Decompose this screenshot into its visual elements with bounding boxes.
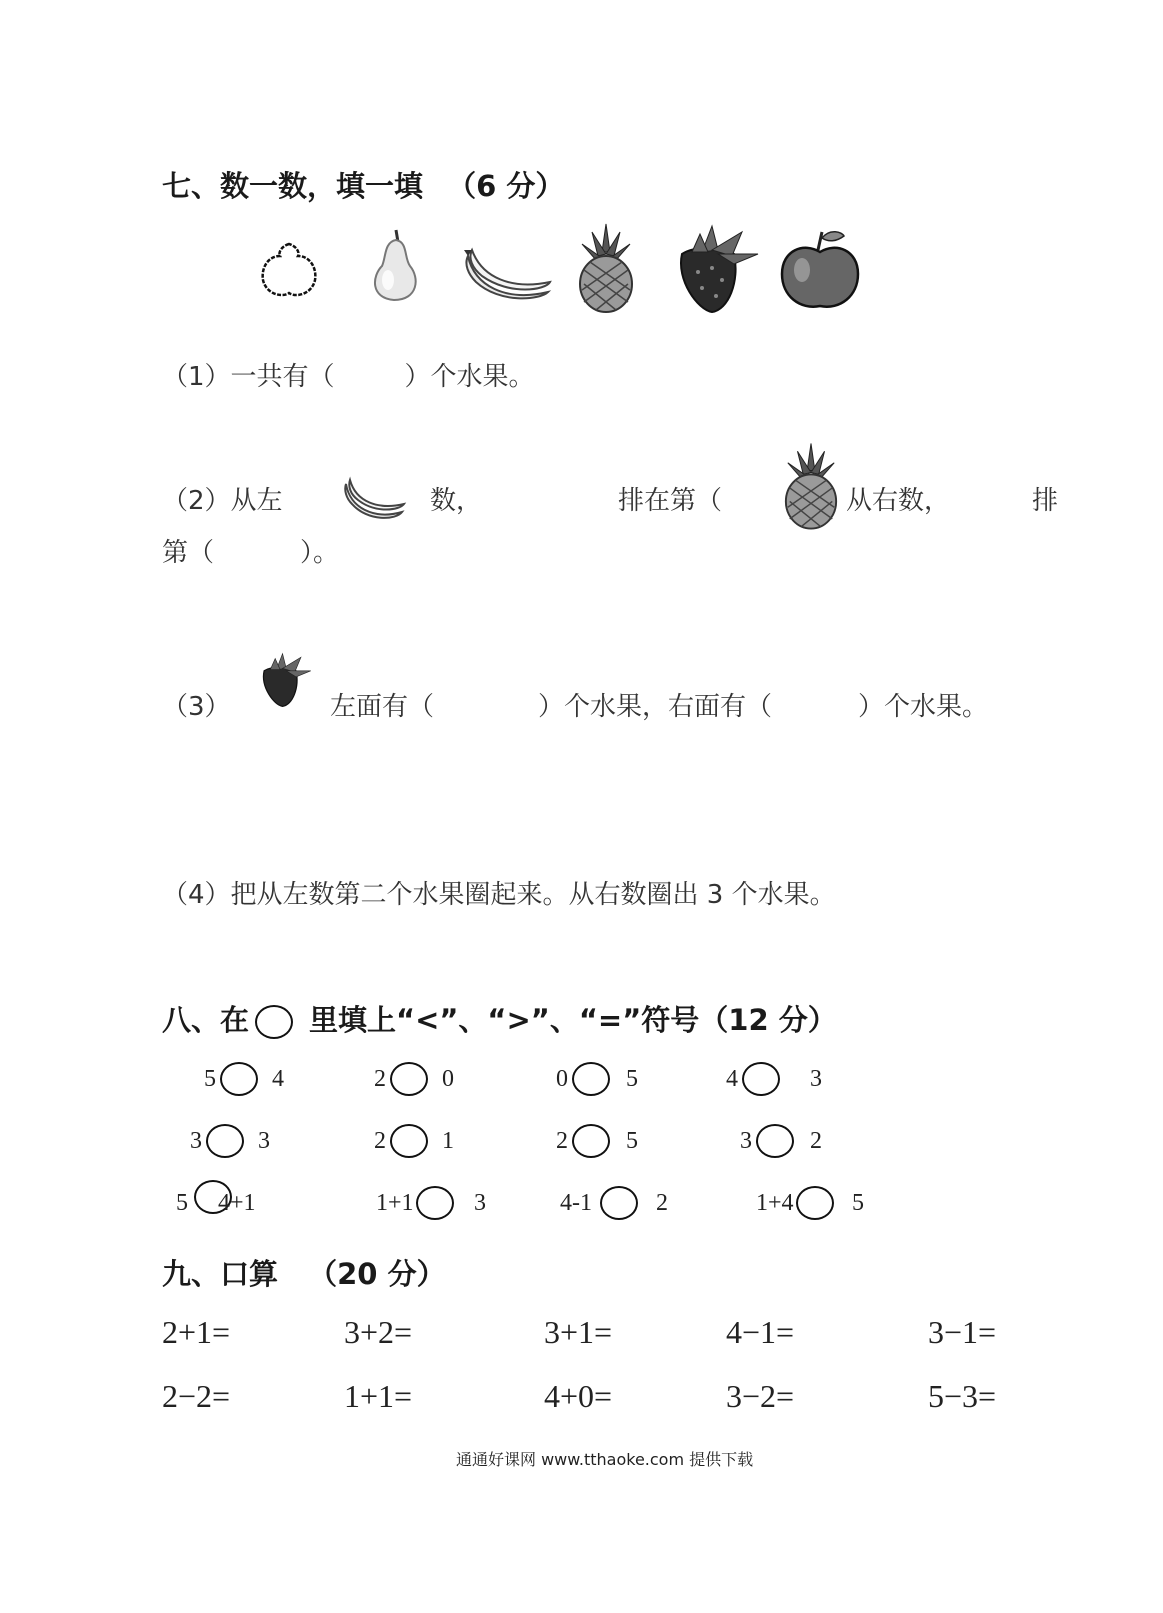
comparison-right-0-2: 5 — [626, 1066, 638, 1092]
comparison-right-1-2: 5 — [626, 1128, 638, 1154]
q2-part1: （2）从左 — [162, 486, 283, 516]
q3-text — [330, 686, 988, 723]
comparison-right-0-3: 3 — [810, 1066, 822, 1092]
comparison-right-2-2: 2 — [656, 1190, 668, 1216]
q1-suffix: ）个水果。 — [404, 362, 535, 392]
apple-icon — [778, 226, 862, 312]
comparison-right-2-0: 4+1 — [218, 1190, 256, 1216]
q3-part3: ）个水果。 — [858, 692, 989, 722]
comparison-answer-oval[interactable] — [796, 1186, 834, 1220]
banana-small-icon — [340, 474, 406, 524]
comparison-answer-oval[interactable] — [390, 1062, 428, 1096]
section-9-score: （20 分） — [308, 1257, 446, 1291]
comparison-left-1-0: 3 — [190, 1128, 202, 1154]
comparison-right-2-3: 5 — [852, 1190, 864, 1216]
section-9-title — [162, 1252, 446, 1293]
q1-prefix: （1）一共有（ — [162, 362, 335, 392]
comparison-answer-oval[interactable] — [742, 1062, 780, 1096]
question-1 — [162, 356, 535, 393]
oval-symbol-icon — [255, 1005, 293, 1039]
section-8-title — [162, 998, 837, 1039]
math-problem-1-0: 2−2= — [162, 1378, 231, 1414]
pear-icon — [362, 228, 428, 304]
strawberry-icon — [672, 224, 760, 314]
comparison-left-0-1: 2 — [374, 1066, 386, 1092]
banana-icon — [460, 242, 554, 308]
section-7-title — [162, 164, 564, 205]
math-problem-0-1: 3+2= — [344, 1314, 413, 1350]
q2-line2 — [162, 532, 339, 569]
math-problem-1-3: 3−2= — [726, 1378, 795, 1414]
comparison-right-1-0: 3 — [258, 1128, 270, 1154]
q2-line2-prefix: 第（ — [162, 538, 215, 568]
q3-part1: 左面有（ — [330, 692, 435, 722]
comparison-answer-oval[interactable] — [572, 1062, 610, 1096]
math-problem-0-4: 3−1= — [928, 1314, 997, 1350]
footer-text: 通通好课网 www.tthaoke.com 提供下载 — [456, 1450, 754, 1469]
comparison-left-2-3: 1+4 — [756, 1190, 794, 1216]
section-8-title-post: 里填上“<”、“>”、“=”符号（12 分） — [309, 1003, 837, 1037]
pineapple-small-icon — [782, 440, 840, 532]
comparison-answer-oval[interactable] — [416, 1186, 454, 1220]
math-problem-1-2: 4+0= — [544, 1378, 613, 1414]
comparison-right-1-1: 1 — [442, 1128, 454, 1154]
comparison-answer-oval[interactable] — [600, 1186, 638, 1220]
q2-part5: 排 — [1032, 486, 1059, 516]
pineapple-icon — [576, 222, 636, 314]
comparison-right-1-3: 2 — [810, 1128, 822, 1154]
comparison-left-0-0: 5 — [204, 1066, 216, 1092]
comparison-left-0-3: 4 — [726, 1066, 738, 1092]
math-problem-1-4: 5−3= — [928, 1378, 997, 1414]
comparison-answer-oval[interactable] — [390, 1124, 428, 1158]
section-8-title-pre: 八、在 — [162, 1003, 250, 1037]
comparison-left-1-3: 3 — [740, 1128, 752, 1154]
section-7-title-text: 七、数一数，填一填 — [162, 169, 424, 203]
comparison-left-1-2: 2 — [556, 1128, 568, 1154]
q2-part2: 数， — [430, 486, 483, 516]
peach-icon — [258, 238, 320, 300]
section-7-score: （6 分） — [447, 169, 565, 203]
math-problem-0-2: 3+1= — [544, 1314, 613, 1350]
comparison-answer-oval[interactable] — [572, 1124, 610, 1158]
q3-part2: ）个水果，右面有（ — [538, 692, 773, 722]
question-4: （4）把从左数第二个水果圈起来。从右数圈出 3 个水果。 — [162, 880, 836, 910]
strawberry-small-icon — [258, 652, 312, 708]
comparison-answer-oval[interactable] — [206, 1124, 244, 1158]
comparison-right-0-0: 4 — [272, 1066, 284, 1092]
comparison-left-2-0: 5 — [176, 1190, 188, 1216]
comparison-right-0-1: 0 — [442, 1066, 454, 1092]
comparison-right-2-1: 3 — [474, 1190, 486, 1216]
q2-part4: 从右数， — [846, 486, 951, 516]
q2-line2-suffix: ）。 — [300, 538, 340, 568]
math-problem-0-0: 2+1= — [162, 1314, 231, 1350]
q3-prefix: （3） — [162, 692, 231, 722]
comparison-left-0-2: 0 — [556, 1066, 568, 1092]
comparison-left-2-1: 1+1 — [376, 1190, 414, 1216]
q2-part3: 排在第（ — [618, 486, 723, 516]
math-problem-0-3: 4−1= — [726, 1314, 795, 1350]
section-9-title-text: 九、口算 — [162, 1257, 279, 1291]
comparison-left-2-2: 4-1 — [560, 1190, 592, 1216]
comparison-answer-oval[interactable] — [756, 1124, 794, 1158]
comparison-answer-oval[interactable] — [220, 1062, 258, 1096]
math-problem-1-1: 1+1= — [344, 1378, 413, 1414]
comparison-left-1-1: 2 — [374, 1128, 386, 1154]
